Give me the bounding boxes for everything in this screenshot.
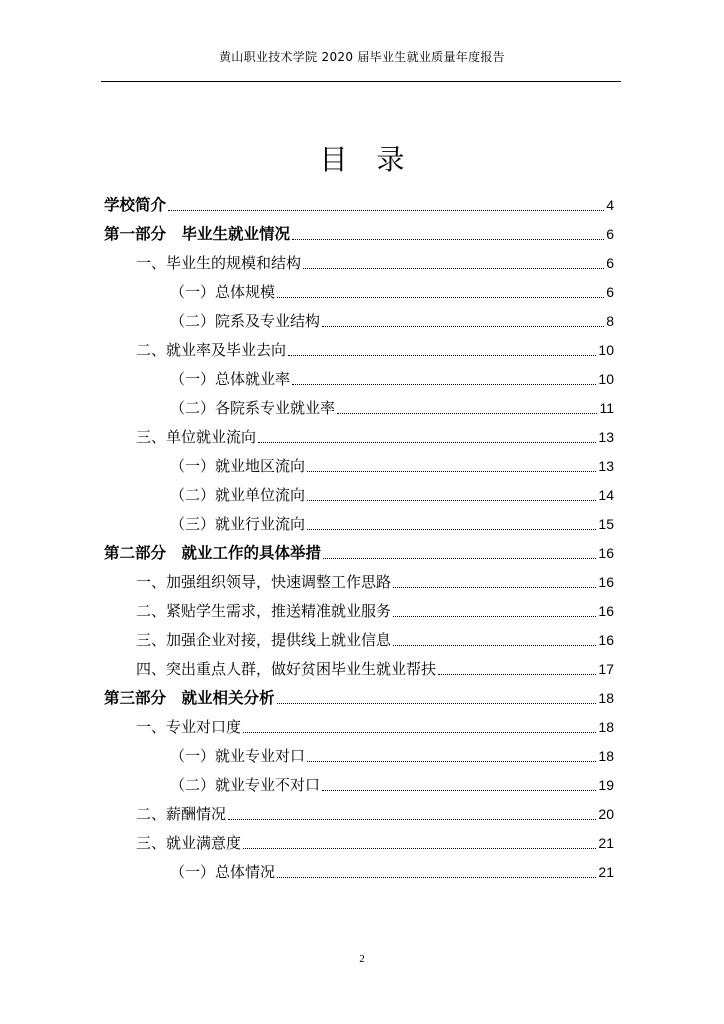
- dot-leader: [303, 268, 604, 269]
- toc-entry-page: 15: [598, 516, 614, 532]
- toc-entry-label: （二）院系及专业结构: [170, 312, 321, 330]
- toc-entry-page: 10: [598, 342, 614, 358]
- toc-entry-page: 18: [598, 748, 614, 764]
- toc-entry-label: （二）就业单位流向: [170, 486, 306, 504]
- toc-entry-page: 16: [598, 632, 614, 648]
- toc-entry[interactable]: [104, 539, 614, 567]
- dot-leader: [322, 326, 604, 327]
- toc-entry-page: 6: [606, 226, 614, 242]
- toc-entry-label: 三、单位就业流向: [136, 428, 257, 446]
- dot-leader: [292, 239, 604, 240]
- toc-entry[interactable]: [170, 510, 614, 538]
- toc-entry-page: 17: [598, 661, 614, 677]
- toc-entry-page: 16: [598, 545, 614, 561]
- dot-leader: [277, 877, 596, 878]
- dot-leader: [292, 384, 596, 385]
- toc-entry[interactable]: [104, 220, 614, 248]
- dot-leader: [322, 790, 596, 791]
- toc-entry[interactable]: [136, 829, 614, 857]
- dot-leader: [277, 297, 604, 298]
- dot-leader: [323, 558, 596, 559]
- toc-entry[interactable]: [170, 771, 614, 799]
- running-header: 黄山职业技术学院 2020 届毕业生就业质量年度报告: [219, 50, 505, 64]
- toc-entry[interactable]: [136, 336, 614, 364]
- toc-entry-label: 第二部分 就业工作的具体举措: [104, 544, 322, 562]
- toc-entry-label: （一）就业地区流向: [170, 457, 306, 475]
- toc-entry[interactable]: [136, 655, 614, 683]
- toc-entry-page: 21: [598, 835, 614, 851]
- header-divider: [101, 81, 621, 82]
- toc-entry-page: 6: [606, 255, 614, 271]
- toc-entry-page: 4: [606, 197, 614, 213]
- toc-entry-label: （一）总体规模: [170, 283, 276, 301]
- toc-entry[interactable]: [136, 800, 614, 828]
- toc-entry[interactable]: [136, 597, 614, 625]
- toc-entry-label: 二、薪酬情况: [136, 805, 227, 823]
- page-number: 2: [359, 953, 365, 965]
- toc-entry-page: 6: [606, 284, 614, 300]
- dot-leader: [337, 413, 597, 414]
- toc-entry-page: 21: [598, 864, 614, 880]
- dot-leader: [228, 819, 596, 820]
- toc-entry[interactable]: [170, 481, 614, 509]
- dot-leader: [277, 703, 597, 704]
- dot-leader: [258, 442, 596, 443]
- toc-entry[interactable]: [170, 278, 614, 306]
- toc-entry-page: 11: [599, 400, 614, 416]
- toc-entry-label: 一、毕业生的规模和结构: [136, 254, 302, 272]
- toc-entry[interactable]: [170, 742, 614, 770]
- toc-entry-page: 18: [598, 690, 614, 706]
- toc-entry[interactable]: [104, 191, 614, 219]
- toc-entry-label: 一、专业对口度: [136, 718, 242, 736]
- dot-leader: [307, 500, 596, 501]
- toc-entry-page: 13: [598, 429, 614, 445]
- toc-entry-label: （一）总体就业率: [170, 370, 291, 388]
- toc-entry[interactable]: [170, 365, 614, 393]
- dot-leader: [307, 529, 596, 530]
- dot-leader: [438, 674, 596, 675]
- toc-entry-label: 二、紧贴学生需求，推送精准就业服务: [136, 602, 392, 620]
- toc-entry-label: （二）各院系专业就业率: [170, 399, 336, 417]
- dot-leader: [393, 587, 596, 588]
- dot-leader: [307, 761, 596, 762]
- dot-leader: [393, 616, 596, 617]
- dot-leader: [393, 645, 596, 646]
- toc-entry-label: 学校简介: [104, 196, 167, 214]
- toc-entry[interactable]: [170, 394, 614, 422]
- toc-title: 目 录: [319, 143, 405, 176]
- toc-entry-page: 13: [598, 458, 614, 474]
- toc-entry-label: （一）就业专业对口: [170, 747, 306, 765]
- toc-entry[interactable]: [136, 423, 614, 451]
- dot-leader: [243, 732, 596, 733]
- toc-entry-page: 18: [598, 719, 614, 735]
- toc-entry-page: 14: [598, 487, 614, 503]
- toc-entry[interactable]: [136, 249, 614, 277]
- toc-entry-label: （一）总体情况: [170, 863, 276, 881]
- dot-leader: [243, 848, 596, 849]
- toc-entry-page: 20: [598, 806, 614, 822]
- dot-leader: [307, 471, 596, 472]
- toc-entry-label: 四、突出重点人群，做好贫困毕业生就业帮扶: [136, 660, 437, 678]
- toc-entry-label: 一、加强组织领导，快速调整工作思路: [136, 573, 392, 591]
- toc-entry-page: 16: [598, 603, 614, 619]
- dot-leader: [288, 355, 596, 356]
- toc-entry-label: 三、就业满意度: [136, 834, 242, 852]
- toc-entry-page: 8: [606, 313, 614, 329]
- toc-entry-label: 二、就业率及毕业去向: [136, 341, 287, 359]
- toc-entry-label: 第三部分 就业相关分析: [104, 689, 275, 707]
- dot-leader: [168, 210, 604, 211]
- toc-entry-page: 19: [598, 777, 614, 793]
- toc-entry-label: （三）就业行业流向: [170, 515, 306, 533]
- toc-entry[interactable]: [136, 568, 614, 596]
- toc-entry[interactable]: [136, 713, 614, 741]
- toc-entry-page: 10: [598, 371, 614, 387]
- toc-entry-page: 16: [598, 574, 614, 590]
- toc-entry-label: 三、加强企业对接，提供线上就业信息: [136, 631, 392, 649]
- toc-entry[interactable]: [136, 626, 614, 654]
- toc-entry[interactable]: [170, 307, 614, 335]
- toc-entry[interactable]: [170, 452, 614, 480]
- toc-entry-label: （二）就业专业不对口: [170, 776, 321, 794]
- toc-entry-label: 第一部分 毕业生就业情况: [104, 225, 291, 243]
- toc-entry[interactable]: [104, 684, 614, 712]
- toc-entry[interactable]: [170, 858, 614, 886]
